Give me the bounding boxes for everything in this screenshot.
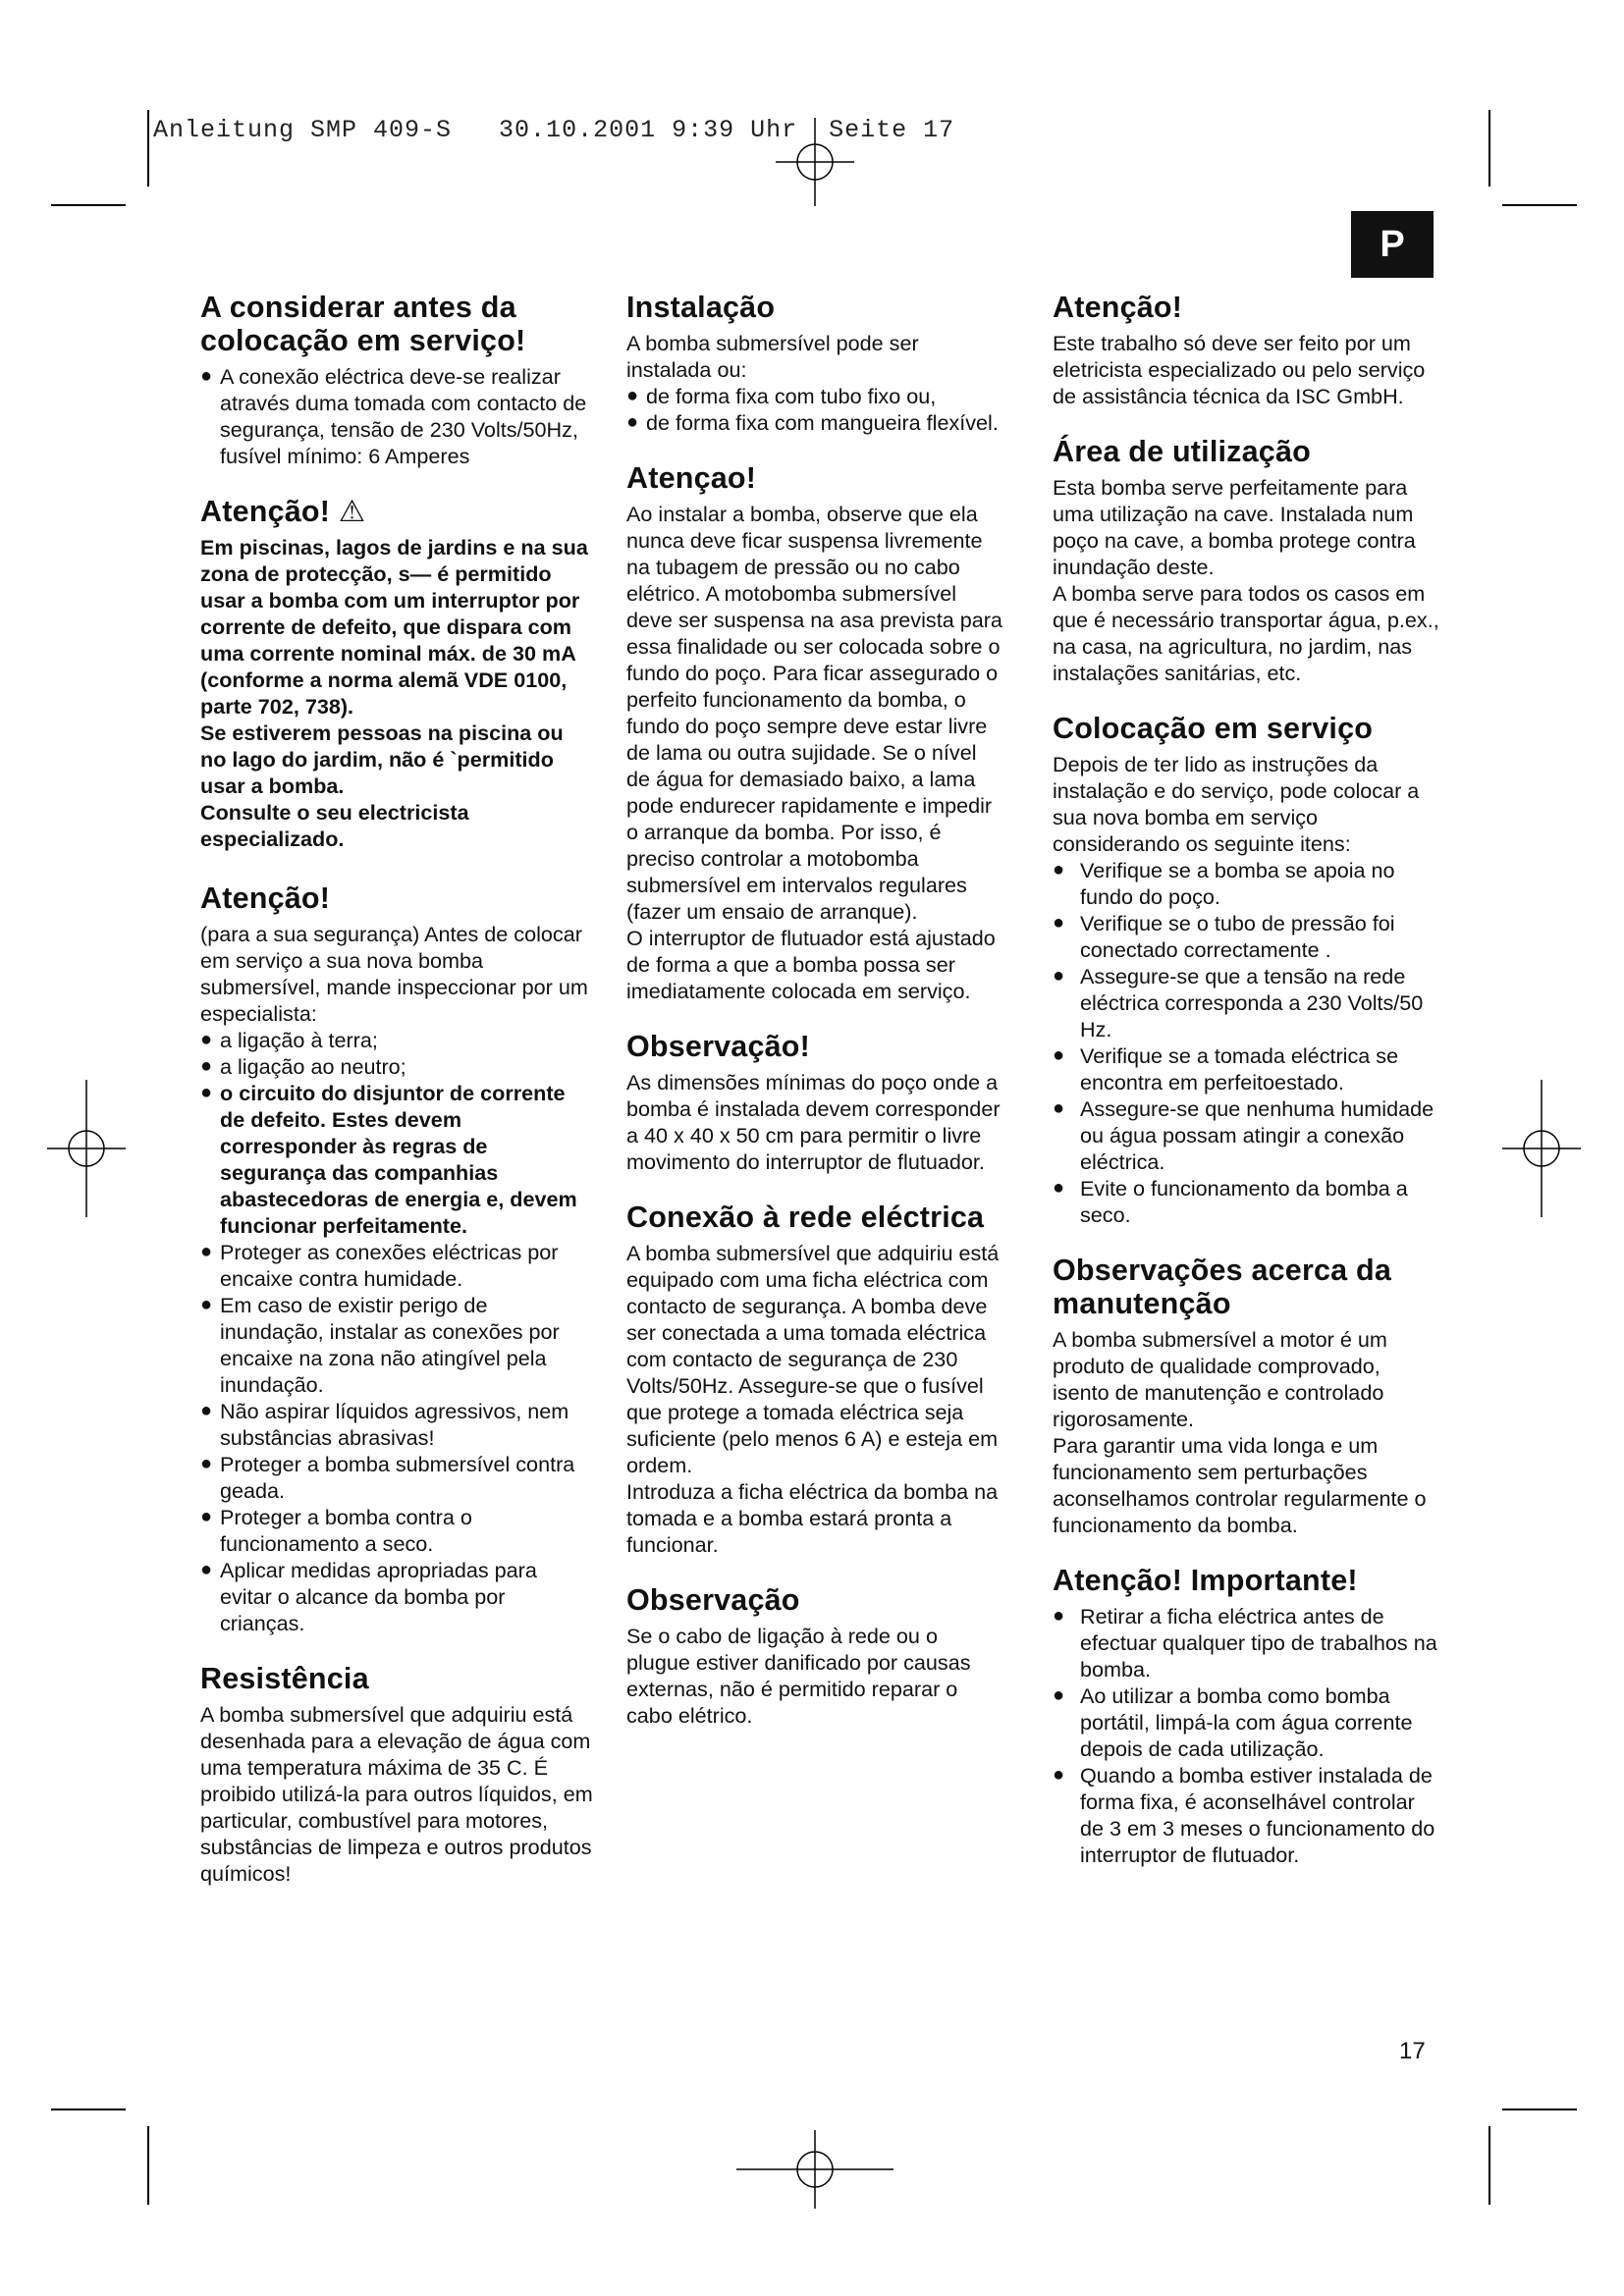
section-attention-warning [200,495,593,852]
warning-paragraph: Se estiverem pessoas na piscina ou no lago do jardim, não é `permitido usar a bomba. [200,721,564,798]
list-item: ● Retirar a ficha eléctrica antes de efectuar qualquer tipo de trabalhos na bomba. [1053,1603,1441,1682]
bullet-list [200,363,593,469]
section-title: Atenção! Importante! [1053,1564,1358,1597]
section-attention-electrician [1053,291,1441,409]
section-start-up [1053,712,1441,1228]
bullet-list [1053,857,1441,1228]
list-item: ● Aplicar medidas apropriadas para evitar o alcance da bomba por crianças. [200,1557,593,1636]
paragraph: Ao instalar a bomba, observe que ela nunca deve ficar suspensa livremente na tubagem de pressão ou no cabo elétrico. A motobomba submersível deve ser suspensa na asa prevista para essa finalidade ou ser colocada sobre o fundo do poço. Para ficar assegurado o perfeito funcionamento da bomba, o fundo do poço sempre deve estar livre de lama ou outra sujidade. Se o nível de água for demasiado baixo, a lama pode endurecer rapidamente e impedir o arranque da bomba. Por isso, é preciso controlar a motobomba submersível em intervalos regulares (fazer um ensaio de arranque). [626,502,1002,924]
paragraph: Introduza a ficha eléctrica da bomba na tomada e a bomba estará pronta a funcionar. [626,1479,999,1557]
list-item: ● Verifique se o tubo de pressão foi conectado correctamente . [1053,910,1441,963]
column-1 [200,291,593,1912]
crop-mark-top-right-h [1502,204,1577,206]
list-item: ● Ao utilizar a bomba como bomba portátil, limpá-la com água corrente depois de cada utilização. [1053,1682,1441,1762]
paragraph: A bomba submersível pode ser instalada ou: [626,331,919,382]
section-title: Observação [626,1583,800,1617]
list-item: ● Em caso de existir perigo de inundação, instalar as conexões por encaixe na zona não atingível pela inundação. [200,1292,593,1398]
column-3 [1053,291,1441,1894]
warning-paragraph: Consulte o seu electricista especializado. [200,800,469,851]
print-header: Anleitung SMP 409-S 30.10.2001 9:39 Uhr Seite 17 [153,116,955,144]
registration-mark-bottom [736,2130,893,2209]
section-title: Observação! [626,1030,810,1063]
section-attention-install [626,461,1005,1004]
section-attention-safety [200,881,593,1636]
list-item: ● Não aspirar líquidos agressivos, nem substâncias abrasivas! [200,1398,593,1451]
list-item: ● a ligação ao neutro; [200,1053,593,1080]
paragraph: Depois de ter lido as instruções da instalação e do serviço, pode colocar a sua nova bomba em serviço considerando os seguinte itens: [1053,752,1420,856]
crop-mark-top-left-h [51,204,126,206]
section-title: Colocação em serviço [1053,712,1374,745]
crop-mark-top-left-v [147,110,149,187]
section-area-of-use [1053,435,1441,686]
paragraph: O interruptor de flutuador está ajustado de forma a que a bomba possa ser imediatamente colocada em serviço. [626,926,996,1003]
page-number: 17 [1399,2038,1426,2064]
list-item: ● de forma fixa com mangueira flexível. [626,409,1005,436]
list-item: ● Verifique se a tomada eléctrica se encontra em perfeitoestado. [1053,1042,1441,1095]
crop-mark-top-right-v [1489,110,1490,187]
bullet-list [626,383,1005,436]
section-title: A considerar antes da colocação em serviço! [200,291,526,357]
section-title: Instalação [626,291,776,324]
warning-paragraph: Em piscinas, lagos de jardins e na sua zona de protecção, s— é permitido usar a bomba com um interruptor por corrente de defeito, que dispara com uma corrente nominal máx. de 30 mA (conforme a norma alemã VDE 0100, parte 702, 738). [200,535,588,719]
paragraph: Esta bomba serve perfeitamente para uma utilização na cave. Instalada num poço na cave, a bomba protege contra inundação deste. [1053,475,1416,579]
section-before-operation [200,291,593,469]
list-item: ● Quando a bomba estiver instalada de forma fixa, é aconselhável controlar de 3 em 3 meses o funcionamento do interruptor de flutuador. [1053,1762,1441,1868]
bullet-list [200,1027,593,1636]
paragraph: Para garantir uma vida longa e um funcionamento sem perturbações aconselhamos controlar regularmente o funcionamento da bomba. [1053,1433,1427,1537]
list-item: ● Verifique se a bomba se apoia no fundo do poço. [1053,857,1441,910]
paragraph: Este trabalho só deve ser feito por um eletricista especializado ou pelo serviço de assistância técnica da ISC GmbH. [1053,331,1426,408]
crop-mark-bottom-left-h [51,2109,126,2110]
list-item: ● A conexão eléctrica deve-se realizar através duma tomada com contacto de segurança, tensão de 230 Volts/50Hz, fusível mínimo: 6 Amperes [200,363,593,469]
section-installation [626,291,1005,436]
list-item: ● Proteger as conexões eléctricas por encaixe contra humidade. [200,1239,593,1292]
section-title: Atenção! [1053,291,1183,324]
section-title: Conexão à rede eléctrica [626,1201,985,1234]
paragraph: (para a sua segurança) Antes de colocar em serviço a sua nova bomba submersível, mande inspeccionar por um especialista: [200,922,588,1026]
list-item: ● Proteger a bomba contra o funcionamento a seco. [200,1504,593,1557]
list-item: ● de forma fixa com tubo fixo ou, [626,383,1005,409]
paragraph: A bomba serve para todos os casos em que é necessário transportar água, p.ex., na casa, na agricultura, no jardim, nas instalações sanitárias, etc. [1053,581,1439,685]
list-item: ● Evite o funcionamento da bomba a seco. [1053,1175,1441,1228]
section-attention-important [1053,1564,1441,1868]
registration-mark-right [1502,1080,1581,1217]
list-item: ● o circuito do disjuntor de corrente de defeito. Estes devem corresponder às regras de segurança das companhias abastecedoras de energia e, devem funcionar perfeitamente. [200,1080,593,1239]
section-title: Atenção! [200,881,331,915]
section-maintenance [1053,1254,1441,1538]
registration-mark-top [776,118,854,206]
section-title: Área de utilização [1053,435,1311,468]
section-title: Atençao! [626,461,757,495]
crop-mark-bottom-right-h [1502,2109,1577,2110]
list-item: ● Assegure-se que nenhuma humidade ou água possam atingir a conexão eléctrica. [1053,1095,1441,1175]
section-title: Observações acerca da manutenção [1053,1254,1392,1320]
column-2 [626,291,1005,1754]
section-title: Atenção! ⚠ [200,495,366,528]
list-item: ● a ligação à terra; [200,1027,593,1053]
list-item: ● Assegure-se que a tensão na rede eléctrica corresponda a 230 Volts/50 Hz. [1053,963,1441,1042]
paragraph: A bomba submersível que adquiriu está equipado com uma ficha eléctrica com contacto de segurança. A bomba deve ser conectada a uma tomada eléctrica com contacto de segurança de 230 Volts/50Hz. Assegure-se que o fusível que protege a tomada eléctrica seja suficiente (pelo menos 6 A) e esteja em ordem. [626,1241,1000,1477]
language-badge: P [1351,211,1434,278]
section-mains-connection [626,1201,1005,1558]
crop-mark-bottom-left-v [147,2126,149,2205]
section-observation-cable [626,1583,1005,1729]
registration-mark-left [47,1080,126,1217]
section-title: Resistência [200,1662,369,1695]
paragraph: A bomba submersível que adquiriu está desenhada para a elevação de água com uma temperatura máxima de 35 C. É proibido utilizá-la para outros líquidos, em particular, combustível para motores, substâncias de limpeza e outros produtos químicos! [200,1702,593,1886]
bullet-list [1053,1603,1441,1868]
paragraph: As dimensões mínimas do poço onde a bomba é instalada devem corresponder a 40 x 40 x 50 cm para permitir o livre movimento do interruptor de flutuador. [626,1070,1001,1174]
paragraph: Se o cabo de ligação à rede ou o plugue estiver danificado por causas externas, não é permitido reparar o cabo elétrico. [626,1624,971,1728]
section-observation-dimensions [626,1030,1005,1175]
section-resistance [200,1662,593,1887]
paragraph: A bomba submersível a motor é um produto de qualidade comprovado, isento de manutenção e controlado rigorosamente. [1053,1327,1387,1431]
crop-mark-bottom-right-v [1489,2126,1490,2205]
list-item: ● Proteger a bomba submersível contra geada. [200,1451,593,1504]
